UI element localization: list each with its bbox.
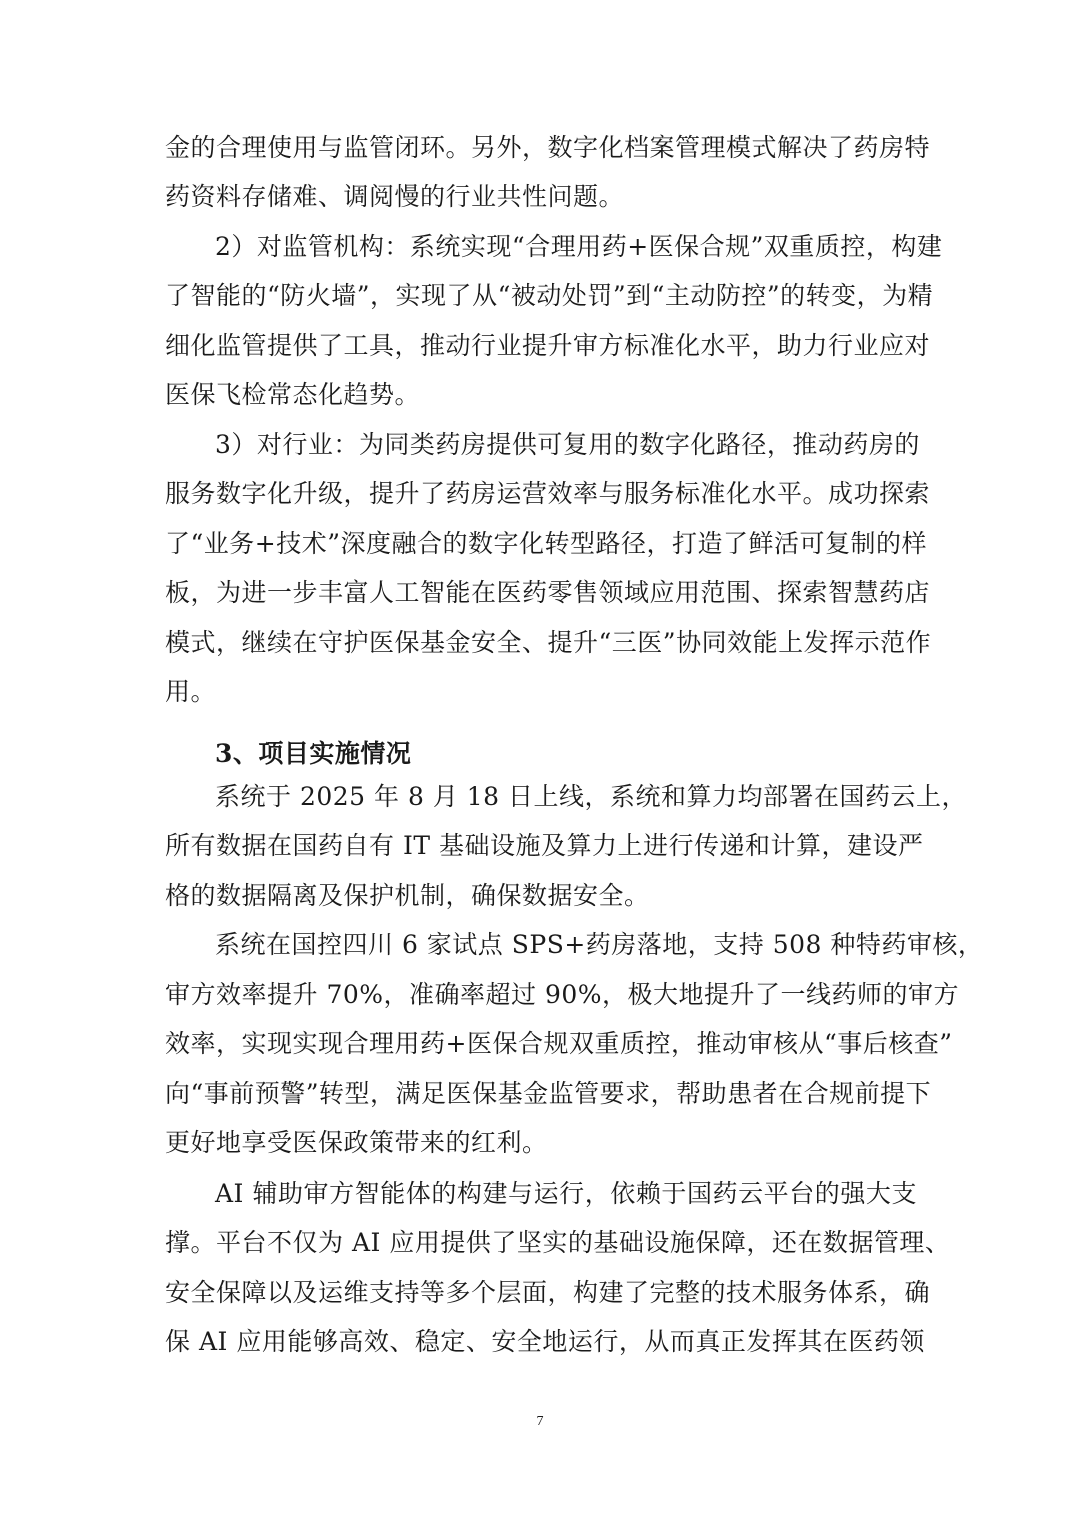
text-line: 2）对监管机构：系统实现“合理用药+医保合规”双重质控，构建 bbox=[215, 232, 943, 261]
text-line: 板，为进一步丰富人工智能在医药零售领域应用范围、探索智慧药店 bbox=[165, 578, 931, 607]
text-line: 格的数据隔离及保护机制，确保数据安全。 bbox=[165, 881, 650, 910]
text-line: 系统于 2025 年 8 月 18 日上线，系统和算力均部署在国药云上， bbox=[215, 782, 968, 811]
text-line: 3）对行业：为同类药房提供可复用的数字化路径，推动药房的 bbox=[215, 430, 920, 459]
text-line: 了智能的“防火墙”，实现了从“被动处罚”到“主动防控”的转变，为精 bbox=[165, 281, 934, 310]
text-line: 所有数据在国药自有 IT 基础设施及算力上进行传递和计算，建设严 bbox=[165, 831, 924, 860]
text-line: 医保飞检常态化趋势。 bbox=[165, 380, 421, 409]
text-line: 金的合理使用与监管闭环。另外，数字化档案管理模式解决了药房特 bbox=[165, 133, 931, 162]
section-heading: 3、项目实施情况 bbox=[215, 739, 412, 768]
text-line: AI 辅助审方智能体的构建与运行，依赖于国药云平台的强大支 bbox=[215, 1179, 917, 1208]
text-line: 药资料存储难、调阅慢的行业共性问题。 bbox=[165, 182, 625, 211]
page-number: 7 bbox=[536, 1414, 544, 1429]
text-line: 模式，继续在守护医保基金安全、提升“三医”协同效能上发挥示范作 bbox=[165, 628, 932, 657]
text-line: 细化监管提供了工具，推动行业提升审方标准化水平，助力行业应对 bbox=[165, 331, 931, 360]
text-line: 效率，实现实现合理用药+医保合规双重质控，推动审核从“事后核查” bbox=[165, 1029, 953, 1058]
text-line: 了“业务+技术”深度融合的数字化转型路径，打造了鲜活可复制的样 bbox=[165, 529, 928, 558]
text-line: 用。 bbox=[165, 677, 217, 706]
text-line: 安全保障以及运维支持等多个层面，构建了完整的技术服务体系，确 bbox=[165, 1278, 931, 1307]
text-line: 保 AI 应用能够高效、稳定、安全地运行，从而真正发挥其在医药领 bbox=[165, 1327, 925, 1356]
text-line: 服务数字化升级，提升了药房运营效率与服务标准化水平。成功探索 bbox=[165, 479, 931, 508]
text-line: 撑。平台不仅为 AI 应用提供了坚实的基础设施保障，还在数据管理、 bbox=[165, 1228, 951, 1257]
text-line: 更好地享受医保政策带来的红利。 bbox=[165, 1128, 548, 1157]
text-line: 审方效率提升 70%，准确率超过 90%，极大地提升了一线药师的审方 bbox=[165, 980, 960, 1009]
text-line: 向“事前预警”转型，满足医保基金监管要求，帮助患者在合规前提下 bbox=[165, 1079, 932, 1108]
text-line: 系统在国控四川 6 家试点 SPS+药房落地，支持 508 种特药审核， bbox=[215, 930, 984, 959]
